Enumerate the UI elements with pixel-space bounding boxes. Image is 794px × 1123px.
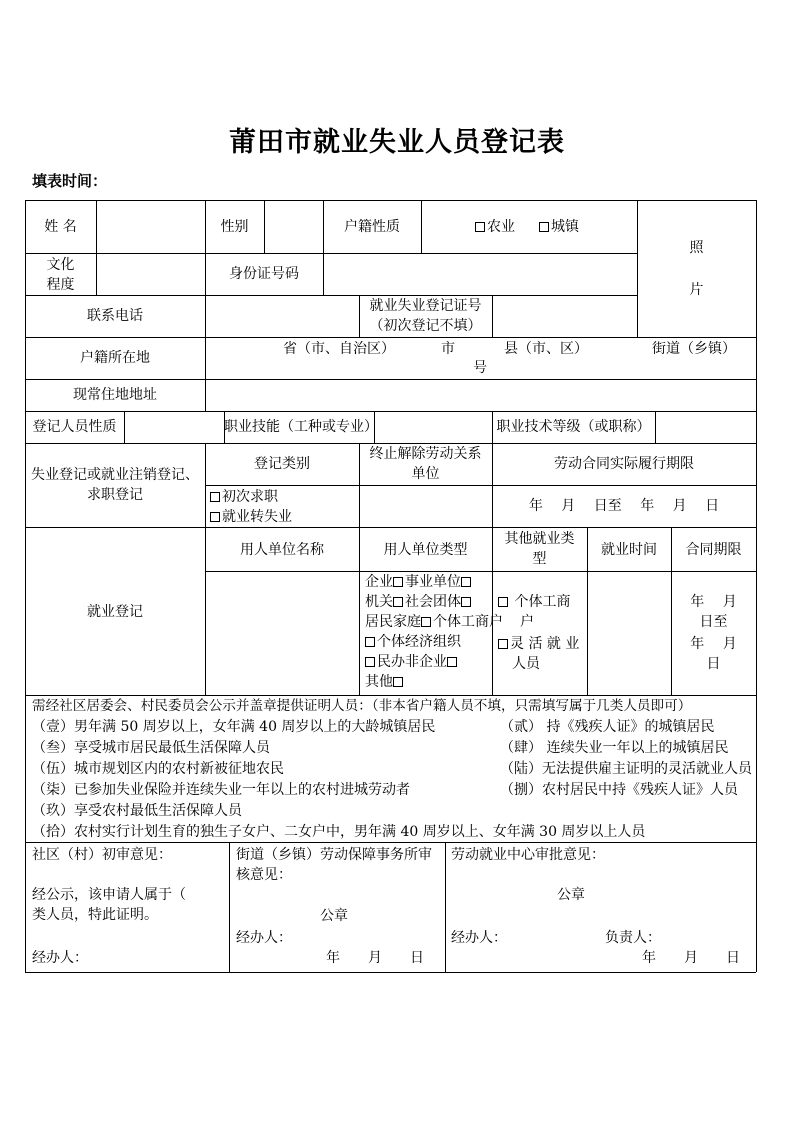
employer-type-line-1: 企业 事业单位 xyxy=(365,572,473,592)
other-type-label-2: 型 xyxy=(532,551,547,567)
type-private-nonprofit-checkbox[interactable] xyxy=(447,657,457,667)
other-option-self-employed-2: 户 xyxy=(520,614,534,630)
employer-type-line-3: 居民家庭 个体工商户 xyxy=(365,614,503,630)
type-household-checkbox[interactable] xyxy=(421,617,431,627)
type-individual-org-checkbox[interactable] xyxy=(365,657,375,667)
option-agri[interactable]: 农业 xyxy=(475,217,515,237)
center-handler: 经办人： xyxy=(451,930,507,946)
gender-label: 性别 xyxy=(220,219,249,235)
urban-checkbox[interactable] xyxy=(539,222,549,232)
employer-type-label: 用人单位类型 xyxy=(383,542,468,558)
community-text-2: 类人员，特此证明。 xyxy=(32,907,158,923)
hukou-label: 户籍所在地 xyxy=(80,350,150,366)
hukou-street: 街道（乡镇） xyxy=(652,341,736,357)
terminate-label-1: 终止解除劳动关系 xyxy=(369,446,482,462)
street-review-label-1: 街道（乡镇）劳动保障事务所审 xyxy=(236,847,432,863)
terminate-label-2: 单位 xyxy=(411,466,440,482)
notice-item-9: （玖）享受农村最低生活保障人员 xyxy=(32,803,242,819)
notice-item-6: （陆）无法提供雇主证明的灵活就业人员 xyxy=(500,761,752,777)
notice-item-10: （拾）农村实行计划生育的独生子女户、二女户中，男年满 40 周岁以上、女年满 30 周岁以上人员 xyxy=(32,824,646,840)
contract-term-line-1: 年 月 xyxy=(690,594,737,610)
community-review-label: 社区（村）初审意见： xyxy=(32,847,172,863)
notice-item-4: （肆） 连续失业一年以上的城镇居民 xyxy=(500,740,729,756)
option-transfer[interactable]: 就业转失业 xyxy=(210,507,292,527)
community-handler: 经办人： xyxy=(32,950,88,966)
notice-item-8: （捌）农村居民中持《残疾人证》人员 xyxy=(500,782,738,798)
contract-period-label: 劳动合同实际履行期限 xyxy=(554,456,694,472)
contract-term-line-2: 日至 xyxy=(699,614,728,630)
notice-item-1: （壹）男年满 50 周岁以上，女年满 40 周岁以上的大龄城镇居民 xyxy=(32,719,436,735)
notice-item-7: （柒）已参加失业保险并连续失业一年以上的农村进城劳动者 xyxy=(32,782,410,798)
agri-checkbox[interactable] xyxy=(475,222,485,232)
other-option-flexible-2: 人员 xyxy=(512,656,540,672)
street-review-label-2: 核意见： xyxy=(236,867,292,883)
unemployment-label-2: 求职登记 xyxy=(87,487,143,503)
contract-term-label: 合同期限 xyxy=(685,542,742,558)
id-label: 身份证号码 xyxy=(229,266,299,282)
unemployment-label-1: 失业登记或就业注销登记、 xyxy=(31,467,199,483)
notice-item-2: （贰） 持《残疾人证》的城镇居民 xyxy=(500,719,715,735)
contract-term-line-4: 日 xyxy=(706,656,721,672)
employer-type-line-5: 民办非企业 xyxy=(365,652,459,672)
employer-name-label: 用人单位名称 xyxy=(240,542,324,558)
other-option-flexible[interactable]: 灵 活 就 业 xyxy=(498,634,579,654)
transfer-checkbox[interactable] xyxy=(210,512,220,522)
center-approval-label: 劳动就业中心审批意见： xyxy=(451,847,605,863)
notice-item-3: （叁）享受城市居民最低生活保障人员 xyxy=(32,740,270,756)
category-label: 登记类别 xyxy=(254,456,310,472)
hukou-province: 省（市、自治区） xyxy=(283,341,395,357)
address-label: 现常住地地址 xyxy=(73,387,157,403)
type-government-checkbox[interactable] xyxy=(393,597,403,607)
employer-type-line-4: 个体经济组织 xyxy=(365,632,461,652)
type-enterprise-checkbox[interactable] xyxy=(393,577,403,587)
notice-heading: 需经社区居委会、村民委员会公示并盖章提供证明人员：（非本省户籍人员不填，只需填写属于几类人员即可） xyxy=(32,698,692,714)
education-label-2: 程度 xyxy=(46,277,75,293)
option-first-job[interactable]: 初次求职 xyxy=(210,487,278,507)
center-seal: 公章 xyxy=(557,887,585,903)
other-option-self-employed[interactable]: 个体工商 xyxy=(498,592,570,612)
name-label: 姓 名 xyxy=(44,219,77,235)
emp-time-label: 就业时间 xyxy=(601,542,657,558)
reg-cert-label-2: （初次登记不填） xyxy=(369,318,482,334)
hukou-number: 号 xyxy=(473,360,487,376)
street-handler: 经办人： xyxy=(236,930,292,946)
skill-label: 职业技能（工种或专业） xyxy=(224,419,378,435)
page-title: 莆田市就业失业人员登记表 xyxy=(229,127,565,158)
other-type-label-1: 其他就业类 xyxy=(504,531,575,547)
community-text-1: 经公示，该申请人属于（ xyxy=(32,887,186,903)
type-other-checkbox[interactable] xyxy=(393,677,403,687)
fill-time-label: 填表时间： xyxy=(32,172,108,190)
hukou-county: 县（市、区） xyxy=(504,341,588,357)
photo-label-1: 照 xyxy=(689,240,704,256)
center-responsible: 负责人： xyxy=(605,930,661,946)
self-employed-checkbox[interactable] xyxy=(498,597,508,607)
flexible-employment-checkbox[interactable] xyxy=(498,639,508,649)
reg-cert-label-1: 就业失业登记证号 xyxy=(369,298,482,314)
type-social-group-checkbox[interactable] xyxy=(461,597,471,607)
employer-type-line-6: 其他 xyxy=(365,672,405,692)
employment-label: 就业登记 xyxy=(87,604,143,620)
option-urban[interactable]: 城镇 xyxy=(539,217,579,237)
type-individual-business-checkbox[interactable] xyxy=(365,637,375,647)
contract-term-line-3: 年 月 xyxy=(690,636,737,652)
contract-date-range: 年 月 日至 年 月 日 xyxy=(528,498,720,514)
level-label: 职业技术等级（或职称） xyxy=(496,419,651,435)
employer-type-line-2: 机关 社会团体 xyxy=(365,592,473,612)
street-seal: 公章 xyxy=(320,908,348,924)
type-institution-checkbox[interactable] xyxy=(461,577,471,587)
center-date: 年 月 日 xyxy=(642,950,740,966)
education-label-1: 文化 xyxy=(46,257,75,273)
phone-label: 联系电话 xyxy=(87,308,143,324)
hukou-city: 市 xyxy=(441,341,455,357)
first-job-checkbox[interactable] xyxy=(210,492,220,502)
photo-label-2: 片 xyxy=(689,282,704,298)
street-date: 年 月 日 xyxy=(326,950,424,966)
household-type-label: 户籍性质 xyxy=(344,219,400,235)
notice-item-5: （伍）城市规划区内的农村新被征地农民 xyxy=(32,761,284,777)
person-type-label: 登记人员性质 xyxy=(32,419,117,435)
